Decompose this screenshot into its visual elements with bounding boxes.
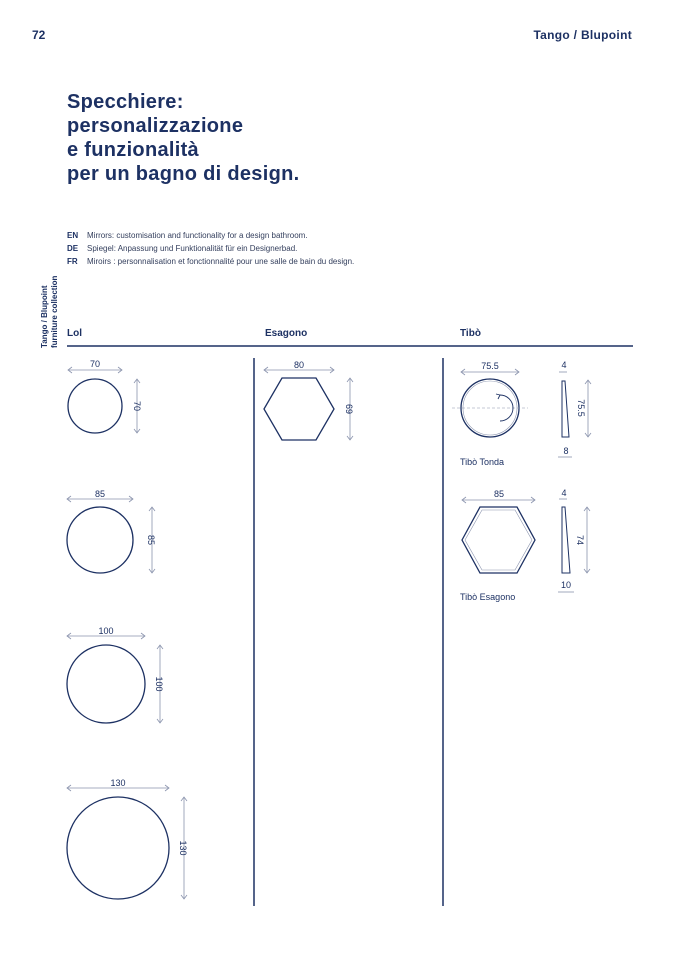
round-mirror-shape [68, 379, 122, 433]
lang-code: EN [67, 231, 79, 240]
side-label-line2: furniture collection [50, 275, 59, 348]
height-label: 74 [575, 534, 585, 546]
tibo-tonda-mirror [452, 360, 591, 457]
side-profile-shape [562, 507, 570, 573]
hexagon-mirror-shape [462, 507, 535, 573]
lol-mirror-85 [67, 489, 156, 573]
column-heading-lol: Lol [67, 328, 82, 339]
title-line-3: e funzionalità [67, 139, 199, 161]
depth-top-label: 4 [561, 488, 567, 498]
height-label: 100 [154, 676, 164, 692]
depth-bottom-label: 10 [560, 580, 572, 590]
tibo-esagono-caption: Tibò Esagono [460, 592, 516, 602]
brand-header: Tango / Blupoint [533, 28, 632, 42]
lol-mirror-70 [68, 359, 142, 433]
height-label: 70 [132, 400, 142, 412]
width-label: 75.5 [481, 361, 499, 371]
width-label: 80 [293, 360, 305, 370]
height-label: 75.5 [576, 399, 586, 417]
column-heading-esagono: Esagono [265, 328, 308, 339]
translation-text: Miroirs : personnalisation et fonctionnalité pour une salle de bain du design. [87, 257, 355, 266]
title-line-4: per un bagno di design. [67, 163, 300, 185]
width-label: 70 [89, 359, 101, 369]
depth-bottom-label: 8 [563, 446, 569, 456]
lol-mirror-130 [67, 778, 188, 899]
height-label: 130 [178, 840, 188, 856]
translation-text: Mirrors: customisation and functionality for a design bathroom. [87, 231, 308, 240]
column-heading-tibo: Tibò [460, 328, 481, 339]
side-label-line1: Tango / Blupoint [40, 285, 49, 348]
translation-text: Spiegel: Anpassung und Funktionalität für ein Designerbad. [87, 244, 298, 253]
rotate-arrow-icon [500, 395, 513, 421]
esagono-mirror [264, 360, 354, 440]
height-label: 69 [344, 403, 354, 415]
round-mirror-shape [67, 507, 133, 573]
lang-code: DE [67, 244, 79, 253]
width-label: 85 [493, 489, 505, 499]
width-label: 130 [110, 778, 126, 788]
height-label: 85 [146, 534, 156, 546]
lol-mirror-100 [67, 626, 164, 723]
width-label: 100 [98, 626, 114, 636]
depth-top-label: 4 [561, 360, 567, 370]
side-profile-shape [562, 381, 569, 437]
round-mirror-shape [67, 797, 169, 899]
title-line-1: Specchiere: [67, 91, 184, 113]
title-line-2: personalizzazione [67, 115, 244, 137]
width-label: 85 [94, 489, 106, 499]
hexagon-mirror-shape [264, 378, 334, 440]
lang-code: FR [67, 257, 78, 266]
round-mirror-shape [67, 645, 145, 723]
tibo-esagono-mirror [462, 488, 590, 592]
tibo-tonda-caption: Tibò Tonda [460, 457, 505, 467]
page-number: 72 [32, 28, 46, 42]
